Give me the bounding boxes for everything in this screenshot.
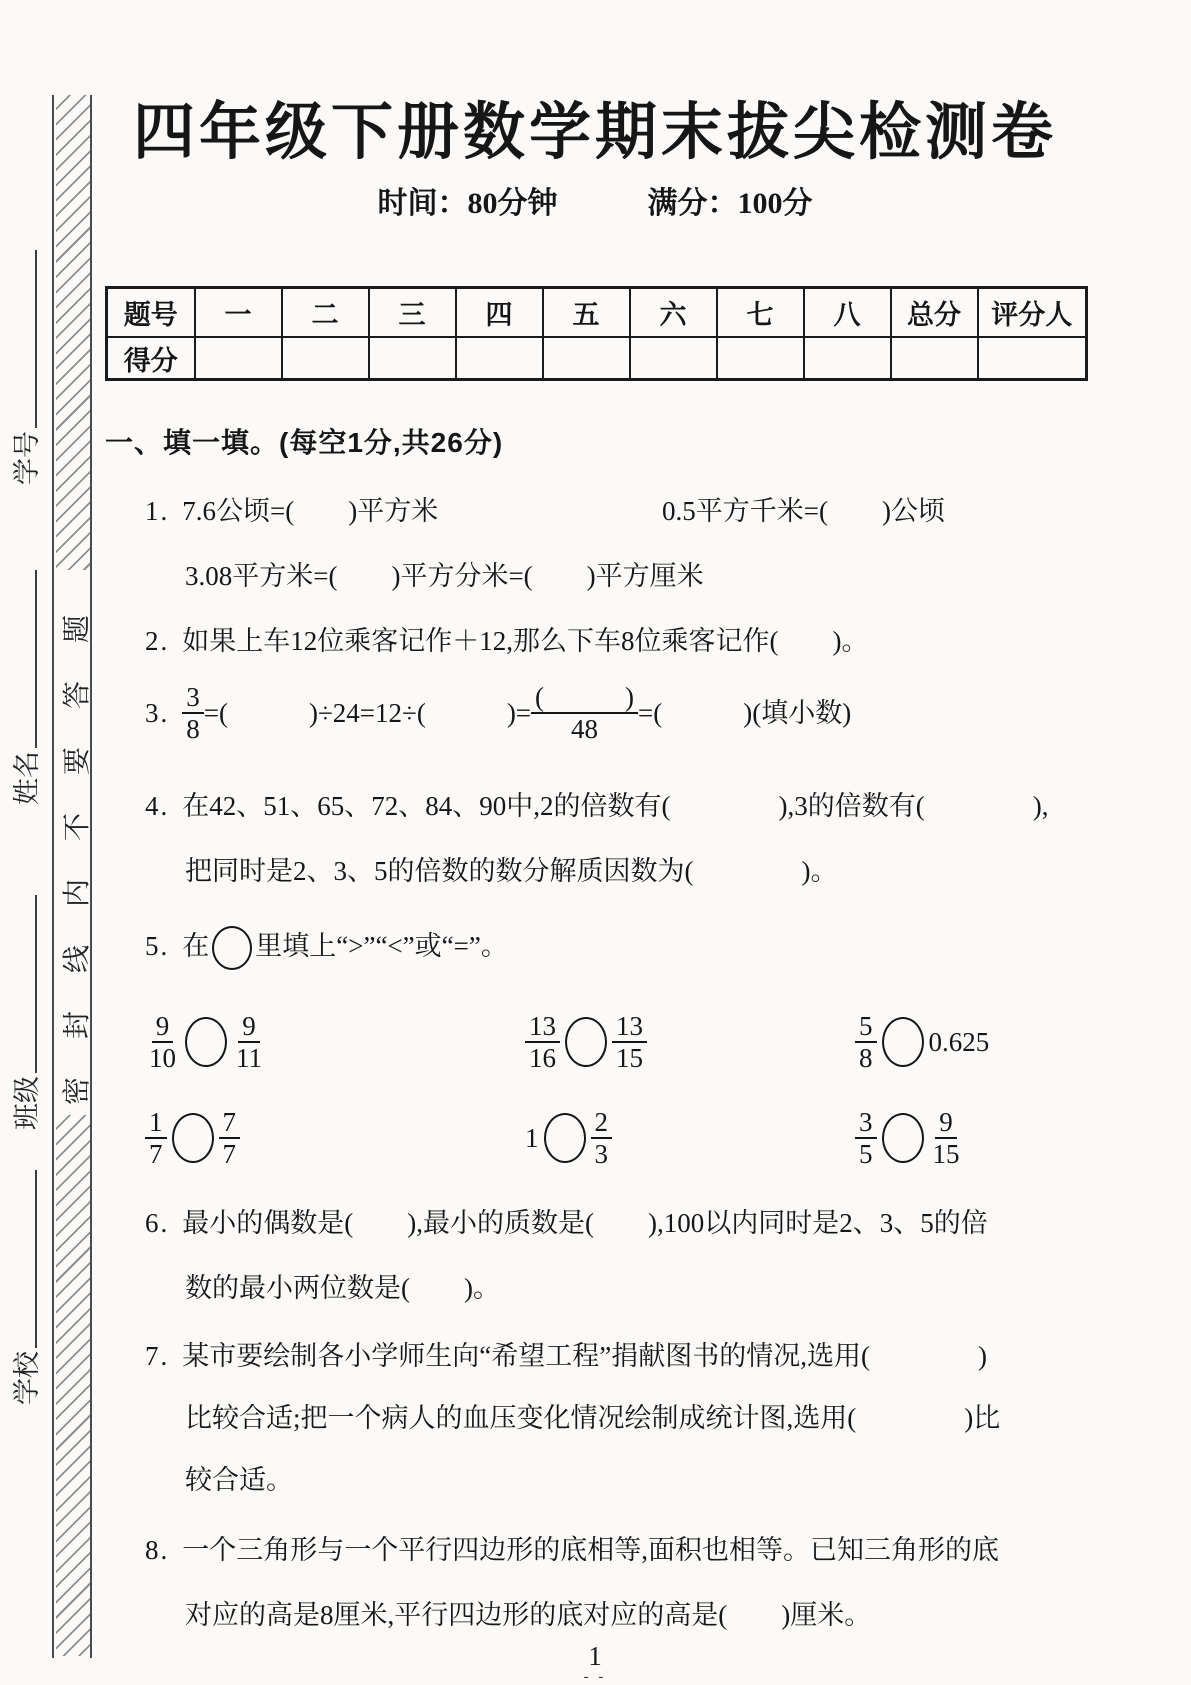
hatch-pattern-bottom [56, 1115, 90, 1656]
fraction-denominator: 8 [186, 714, 200, 744]
sidebar-field-class [4, 895, 44, 1130]
question-8-line-2: 对应的高是8厘米,平行四边形的底对应的高是( )厘米。 [185, 1600, 872, 1630]
question-text: 最小的偶数是( ),最小的质数是( ),100以内同时是2、3、5的倍 [182, 1208, 988, 1238]
fraction [145, 1107, 167, 1169]
comparison-circle-icon [565, 1017, 607, 1067]
comparison-row-1 [105, 994, 1085, 1090]
fraction-numerator: 9 [238, 1011, 260, 1043]
comparison-circle-icon [172, 1113, 214, 1163]
hatch-pattern-top [56, 95, 90, 570]
comparison-circle-icon [544, 1113, 586, 1163]
field-blank-line [11, 570, 38, 748]
sidebar-field-student-id [4, 250, 44, 485]
integer-operand: 1 [525, 1122, 539, 1153]
fraction-denominator: 15 [616, 1043, 643, 1073]
score-cell [369, 337, 456, 380]
score-table-header-cell: 七 [717, 288, 804, 338]
question-8-line-1 [105, 1530, 1085, 1570]
fraction-numerator: 9 [935, 1107, 957, 1139]
score-cell [543, 337, 630, 380]
comparison-item [525, 1107, 855, 1169]
fraction-denominator: 8 [859, 1043, 873, 1073]
page-footer [105, 1641, 1085, 1683]
question-number: 5. [145, 931, 170, 961]
fraction [612, 1011, 647, 1073]
question-number: 2. [145, 626, 170, 656]
score-cell [717, 337, 804, 380]
fraction [591, 1107, 613, 1169]
score-cell [630, 337, 717, 380]
question-number: 4. [145, 791, 170, 821]
field-label: 姓名 [11, 751, 42, 805]
comparison-circle-icon [882, 1017, 924, 1067]
exam-content [105, 88, 1085, 1683]
fraction-numerator: 3 [182, 682, 204, 714]
score-row-label: 得分 [107, 337, 195, 380]
fraction-numerator: 2 [591, 1107, 613, 1139]
question-4-line-1 [105, 786, 1085, 826]
fraction-numerator: 5 [855, 1011, 877, 1043]
question-text: 7.6公顷=( )平方米 [182, 496, 439, 526]
decimal-operand: 0.625 [928, 1026, 990, 1057]
fraction-denominator: 16 [529, 1043, 556, 1073]
question-7-line-2: 比较合适;把一个病人的血压变化情况绘制成统计图,选用( )比 [185, 1403, 1001, 1433]
field-label: 班级 [11, 1076, 42, 1130]
question-text: =( )÷24=12÷( )= [203, 698, 532, 728]
page-title: 四年级下册数学期末拔尖检测卷 [132, 99, 1057, 167]
question-3-line-1 [105, 675, 1085, 751]
fraction-numerator: 9 [152, 1011, 174, 1043]
score-table-header-cell: 一 [195, 288, 282, 338]
comparison-item [525, 1011, 855, 1073]
field-blank-line [11, 1170, 38, 1348]
question-number: 1. [145, 496, 170, 526]
fraction [219, 1107, 241, 1169]
question-text: 一个三角形与一个平行四边形的底相等,面积也相等。已知三角形的底 [182, 1535, 999, 1565]
score-table-score-row [107, 337, 1087, 380]
question-7-line-3: 较合适。 [185, 1465, 293, 1495]
question-text: 在 [182, 931, 210, 961]
question-text: 某市要绘制各小学师生向“希望工程”捐献图书的情况,选用( ) [182, 1341, 987, 1371]
fraction-denominator: 5 [859, 1139, 873, 1169]
exam-meta: 时间：80分钟 满分：100分 [377, 187, 813, 220]
question-6-line-1 [105, 1203, 1085, 1243]
fraction-denominator: 48 [571, 714, 599, 744]
score-table-header-cell: 八 [804, 288, 891, 338]
fraction-denominator: 10 [149, 1043, 176, 1073]
comparison-item [145, 1107, 525, 1169]
sidebar-field-school [4, 1170, 44, 1405]
score-table-header-cell: 五 [543, 288, 630, 338]
score-table [105, 286, 1088, 381]
comparison-circle-icon [185, 1017, 227, 1067]
fraction-numerator: ( ) [531, 682, 638, 714]
circle-blank-icon [212, 926, 252, 970]
comparison-item [855, 1011, 1085, 1073]
fraction-denominator: 3 [594, 1139, 608, 1169]
seal-line-text: 密封线内不要答题 [62, 576, 93, 1105]
question-text: 如果上车12位乘客记作＋12,那么下车8位乘客记作( )。 [182, 626, 869, 656]
question-number: 3. [145, 698, 170, 728]
fraction-denominator: 7 [222, 1139, 236, 1169]
score-table-header-cell: 评分人 [978, 288, 1087, 338]
comparison-row-2 [105, 1090, 1085, 1186]
score-table-header-cell: 总分 [891, 288, 978, 338]
fraction-denominator: 7 [149, 1139, 163, 1169]
score-table-header-cell: 题号 [107, 288, 195, 338]
fraction [182, 682, 204, 744]
sidebar-field-name [4, 570, 44, 805]
score-cell [891, 337, 978, 380]
score-table-header-cell: 四 [456, 288, 543, 338]
score-cell [282, 337, 369, 380]
question-7-line-1 [105, 1336, 1085, 1376]
field-label: 学号 [11, 431, 42, 485]
field-blank-line [11, 250, 38, 428]
fraction-denominator: 11 [236, 1043, 262, 1073]
score-cell [195, 337, 282, 380]
question-2-line-1 [105, 621, 1085, 661]
fraction-denominator: 15 [932, 1139, 960, 1169]
question-text: =( )(填小数) [638, 698, 852, 728]
fraction [145, 1011, 180, 1073]
question-6-line-2: 数的最小两位数是( )。 [185, 1273, 500, 1303]
comparison-item [145, 1011, 525, 1073]
question-4-line-2: 把同时是2、3、5的倍数的数分解质因数为( )。 [185, 856, 838, 886]
fraction-numerator: 3 [855, 1107, 877, 1139]
page-number: 1 [588, 1641, 602, 1671]
fraction-numerator: 7 [219, 1107, 241, 1139]
comparison-item [855, 1107, 1085, 1169]
question-number: 8. [145, 1535, 170, 1565]
fraction [855, 1011, 877, 1073]
question-text: 0.5平方千米=( )公顷 [662, 496, 945, 526]
question-text: 里填上“>”“<”或“=”。 [255, 931, 508, 961]
fraction-numerator: 1 [145, 1107, 167, 1139]
fraction [525, 1011, 560, 1073]
comparison-circle-icon [882, 1113, 924, 1163]
fraction-numerator: 13 [612, 1011, 647, 1043]
score-cell [456, 337, 543, 380]
question-1-line-1 [105, 491, 1085, 531]
question-5-line-1 [105, 926, 1085, 970]
fraction [531, 682, 638, 744]
field-blank-line [11, 895, 38, 1073]
score-table-header-cell: 三 [369, 288, 456, 338]
fraction [232, 1011, 266, 1073]
question-1-line-2: 3.08平方米=( )平方分米=( )平方厘米 [185, 561, 704, 591]
section-heading: 一、填一填。(每空1分,共26分) [105, 427, 504, 458]
fraction-numerator: 13 [525, 1011, 560, 1043]
score-table-header-cell: 六 [630, 288, 717, 338]
score-table-header-cell: 二 [282, 288, 369, 338]
question-number: 6. [145, 1208, 170, 1238]
question-number: 7. [145, 1341, 170, 1371]
footer-dashes: - - [583, 1669, 607, 1685]
score-table-header-row [107, 288, 1087, 338]
score-cell [978, 337, 1087, 380]
question-text: 在42、51、65、72、84、90中,2的倍数有( ),3的倍数有( ), [182, 791, 1049, 821]
fraction [929, 1107, 964, 1169]
fraction [855, 1107, 877, 1169]
score-cell [804, 337, 891, 380]
field-label: 学校 [11, 1351, 42, 1405]
